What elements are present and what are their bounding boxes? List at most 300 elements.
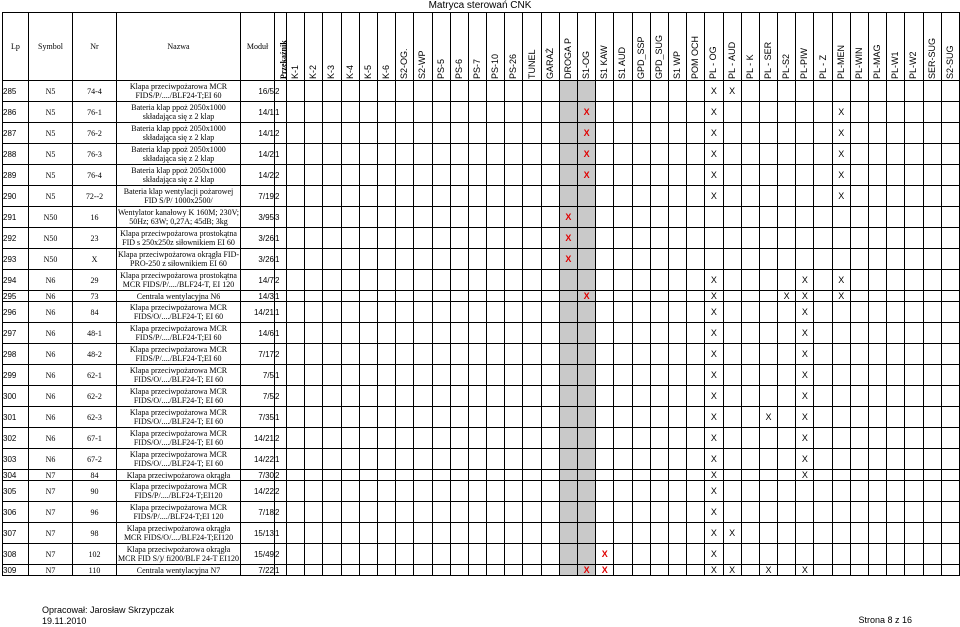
cell-sym: N5 xyxy=(29,186,73,207)
matrix-cell xyxy=(523,249,541,270)
matrix-cell xyxy=(450,102,468,123)
matrix-cell xyxy=(650,207,668,228)
matrix-cell xyxy=(541,502,559,523)
matrix-cell xyxy=(923,323,941,344)
matrix-cell xyxy=(414,323,432,344)
matrix-cell xyxy=(450,165,468,186)
matrix-cell xyxy=(468,502,486,523)
matrix-cell xyxy=(941,481,959,502)
matrix-cell xyxy=(505,544,523,565)
matrix-cell xyxy=(541,123,559,144)
header-przekaznik: Przekaźnik xyxy=(275,13,287,81)
matrix-cell xyxy=(705,207,723,228)
matrix-cell: X xyxy=(705,544,723,565)
header-column-0 xyxy=(287,13,305,81)
matrix-cell xyxy=(668,502,686,523)
matrix-cell xyxy=(778,365,796,386)
matrix-cell xyxy=(414,123,432,144)
cell-nr: 62-1 xyxy=(73,365,117,386)
matrix-cell xyxy=(323,102,341,123)
matrix-cell xyxy=(523,302,541,323)
matrix-cell xyxy=(505,249,523,270)
matrix-cell xyxy=(450,344,468,365)
header-column-9 xyxy=(450,13,468,81)
matrix-cell xyxy=(741,344,759,365)
matrix-cell xyxy=(759,81,777,102)
matrix-cell xyxy=(305,523,323,544)
matrix-cell xyxy=(523,144,541,165)
matrix-cell xyxy=(687,323,705,344)
matrix-cell xyxy=(905,523,923,544)
matrix-cell: X xyxy=(559,249,577,270)
matrix-cell xyxy=(305,544,323,565)
matrix-cell xyxy=(432,165,450,186)
matrix-cell xyxy=(414,302,432,323)
matrix-cell xyxy=(741,207,759,228)
header-column-30 xyxy=(832,13,850,81)
matrix-cell xyxy=(487,165,505,186)
matrix-cell xyxy=(505,565,523,576)
matrix-cell xyxy=(668,291,686,302)
matrix-cell xyxy=(632,291,650,302)
header-column-6 xyxy=(396,13,414,81)
matrix-cell xyxy=(505,386,523,407)
matrix-cell xyxy=(923,207,941,228)
matrix-cell xyxy=(614,323,632,344)
cell-naz: Bateria klap wentylacji pożarowej FID S/P/ 1000x2500/ xyxy=(117,186,241,207)
matrix-cell xyxy=(359,144,377,165)
matrix-cell xyxy=(359,186,377,207)
header-column-label: PL - Z xyxy=(817,54,828,79)
matrix-cell xyxy=(432,302,450,323)
matrix-cell xyxy=(905,470,923,481)
header-column-14 xyxy=(541,13,559,81)
header-column-label: PL - K xyxy=(744,53,755,79)
matrix-cell xyxy=(559,386,577,407)
matrix-cell xyxy=(887,407,905,428)
matrix-cell xyxy=(941,470,959,481)
matrix-cell xyxy=(923,481,941,502)
matrix-cell xyxy=(432,428,450,449)
matrix-cell xyxy=(523,323,541,344)
matrix-cell xyxy=(778,323,796,344)
matrix-cell xyxy=(323,502,341,523)
matrix-cell xyxy=(687,365,705,386)
matrix-cell xyxy=(305,165,323,186)
cell-lp: 296 xyxy=(3,302,29,323)
matrix-cell xyxy=(596,449,614,470)
matrix-cell xyxy=(487,323,505,344)
header-column-5 xyxy=(377,13,395,81)
matrix-cell xyxy=(869,449,887,470)
cell-mod: 14/3 xyxy=(241,291,275,302)
matrix-cell xyxy=(687,228,705,249)
cell-sym: N6 xyxy=(29,291,73,302)
matrix-cell xyxy=(287,502,305,523)
matrix-cell xyxy=(687,428,705,449)
matrix-cell xyxy=(632,270,650,291)
cell-mod: 16/5 xyxy=(241,81,275,102)
matrix-cell xyxy=(650,449,668,470)
matrix-cell xyxy=(778,102,796,123)
matrix-cell xyxy=(723,228,741,249)
matrix-cell xyxy=(432,365,450,386)
cell-prz: 2 xyxy=(275,544,287,565)
matrix-cell xyxy=(814,386,832,407)
matrix-cell xyxy=(850,386,868,407)
cell-mod: 7/5 xyxy=(241,365,275,386)
matrix-cell xyxy=(905,270,923,291)
cell-sym: N5 xyxy=(29,81,73,102)
matrix-cell xyxy=(359,207,377,228)
matrix-cell xyxy=(559,565,577,576)
cell-naz: Klapa przeciwpożarowa MCR FIDS/P/..../BLF24-T;EI120 xyxy=(117,481,241,502)
matrix-cell xyxy=(650,302,668,323)
matrix-cell xyxy=(432,523,450,544)
matrix-cell xyxy=(869,470,887,481)
matrix-cell xyxy=(450,428,468,449)
header-column-label: PL-W2 xyxy=(908,50,919,79)
matrix-cell xyxy=(450,470,468,481)
matrix-cell xyxy=(505,502,523,523)
matrix-cell xyxy=(359,386,377,407)
matrix-cell xyxy=(759,386,777,407)
matrix-cell xyxy=(468,344,486,365)
matrix-cell xyxy=(450,291,468,302)
matrix-cell xyxy=(759,449,777,470)
matrix-cell xyxy=(450,81,468,102)
matrix-cell xyxy=(396,302,414,323)
matrix-cell xyxy=(523,502,541,523)
matrix-cell xyxy=(941,249,959,270)
matrix-cell xyxy=(359,428,377,449)
matrix-cell xyxy=(468,449,486,470)
matrix-cell xyxy=(941,344,959,365)
matrix-cell xyxy=(432,344,450,365)
matrix-cell xyxy=(559,544,577,565)
matrix-cell xyxy=(723,365,741,386)
matrix-cell xyxy=(941,407,959,428)
matrix-cell xyxy=(487,428,505,449)
matrix-cell xyxy=(687,291,705,302)
matrix-cell xyxy=(287,102,305,123)
cell-prz: 2 xyxy=(275,270,287,291)
matrix-cell xyxy=(741,386,759,407)
matrix-cell xyxy=(323,302,341,323)
matrix-cell xyxy=(468,249,486,270)
matrix-cell: X xyxy=(832,165,850,186)
matrix-cell xyxy=(341,523,359,544)
matrix-cell xyxy=(432,470,450,481)
matrix-cell xyxy=(450,207,468,228)
matrix-cell xyxy=(887,523,905,544)
matrix-cell xyxy=(759,323,777,344)
matrix-cell xyxy=(341,228,359,249)
matrix-cell xyxy=(377,386,395,407)
matrix-cell xyxy=(287,123,305,144)
matrix-cell xyxy=(523,565,541,576)
matrix-cell xyxy=(687,470,705,481)
cell-naz: Centrala wentylacyjna N6 xyxy=(117,291,241,302)
cell-sym: N7 xyxy=(29,481,73,502)
matrix-cell xyxy=(668,407,686,428)
cell-mod: 14/2 xyxy=(241,165,275,186)
matrix-cell xyxy=(832,428,850,449)
matrix-cell xyxy=(505,102,523,123)
header-column-18 xyxy=(614,13,632,81)
matrix-cell xyxy=(432,291,450,302)
matrix-cell xyxy=(941,165,959,186)
matrix-cell xyxy=(778,565,796,576)
cell-nr: 48-2 xyxy=(73,344,117,365)
cell-lp: 303 xyxy=(3,449,29,470)
matrix-cell xyxy=(869,144,887,165)
matrix-cell xyxy=(541,407,559,428)
matrix-cell xyxy=(687,102,705,123)
matrix-cell xyxy=(905,186,923,207)
header-column-28 xyxy=(796,13,814,81)
matrix-cell xyxy=(432,123,450,144)
matrix-cell xyxy=(668,81,686,102)
matrix-cell xyxy=(923,386,941,407)
matrix-cell xyxy=(523,102,541,123)
cell-naz: Klapa przeciwpożarowa MCR FIDS/P/..../BLF24-T;EI 60 xyxy=(117,323,241,344)
matrix-cell xyxy=(668,102,686,123)
cell-sym: N6 xyxy=(29,365,73,386)
matrix-cell xyxy=(578,470,596,481)
matrix-cell xyxy=(869,481,887,502)
header-symbol: Symbol xyxy=(29,13,73,81)
matrix-cell xyxy=(559,323,577,344)
matrix-cell xyxy=(377,323,395,344)
header-column-label: GPD_SSP xyxy=(635,35,646,79)
matrix-cell xyxy=(723,144,741,165)
matrix-cell xyxy=(377,470,395,481)
cell-lp: 309 xyxy=(3,565,29,576)
matrix-cell xyxy=(869,270,887,291)
matrix-cell xyxy=(596,386,614,407)
cell-sym: N6 xyxy=(29,344,73,365)
matrix-cell xyxy=(359,407,377,428)
matrix-cell xyxy=(596,323,614,344)
matrix-cell xyxy=(414,544,432,565)
header-column-label: K-4 xyxy=(344,64,355,79)
matrix-cell xyxy=(850,344,868,365)
matrix-cell xyxy=(359,102,377,123)
matrix-cell xyxy=(541,470,559,481)
matrix-cell xyxy=(741,270,759,291)
matrix-cell xyxy=(596,302,614,323)
matrix-cell xyxy=(650,270,668,291)
matrix-cell: X xyxy=(796,428,814,449)
cell-naz: Klapa przeciwpożarowa MCR FIDS/O/..../BLF24-T; EI 60 xyxy=(117,302,241,323)
matrix-cell xyxy=(323,207,341,228)
matrix-cell xyxy=(869,102,887,123)
table-row xyxy=(3,291,960,302)
matrix-cell xyxy=(887,207,905,228)
matrix-cell xyxy=(341,249,359,270)
header-nazwa: Nazwa xyxy=(117,13,241,81)
header-column-label: PS-7 xyxy=(471,58,482,79)
matrix-cell xyxy=(377,207,395,228)
matrix-cell xyxy=(923,565,941,576)
matrix-cell xyxy=(523,270,541,291)
matrix-cell xyxy=(414,249,432,270)
cell-lp: 297 xyxy=(3,323,29,344)
matrix-cell xyxy=(323,144,341,165)
matrix-cell xyxy=(850,102,868,123)
matrix-cell xyxy=(778,302,796,323)
matrix-cell xyxy=(668,481,686,502)
matrix-cell xyxy=(487,270,505,291)
matrix-cell xyxy=(850,407,868,428)
matrix-cell xyxy=(905,407,923,428)
cell-nr: 67-1 xyxy=(73,428,117,449)
matrix-cell xyxy=(559,102,577,123)
matrix-cell xyxy=(759,123,777,144)
matrix-cell xyxy=(559,302,577,323)
matrix-cell xyxy=(541,228,559,249)
matrix-cell xyxy=(850,323,868,344)
header-column-7 xyxy=(414,13,432,81)
cell-lp: 288 xyxy=(3,144,29,165)
cell-prz: 2 xyxy=(275,470,287,481)
matrix-cell xyxy=(869,428,887,449)
matrix-cell xyxy=(632,544,650,565)
matrix-cell xyxy=(523,344,541,365)
matrix-cell xyxy=(396,186,414,207)
matrix-cell xyxy=(341,165,359,186)
cell-nr: 84 xyxy=(73,302,117,323)
matrix-cell xyxy=(487,449,505,470)
matrix-cell xyxy=(741,502,759,523)
matrix-cell xyxy=(687,165,705,186)
header-column-label: S2-OG. xyxy=(399,47,410,79)
matrix-cell xyxy=(814,123,832,144)
matrix-cell xyxy=(450,302,468,323)
cell-sym: N50 xyxy=(29,228,73,249)
matrix-cell xyxy=(869,123,887,144)
matrix-cell: X xyxy=(705,470,723,481)
matrix-cell xyxy=(596,144,614,165)
matrix-cell xyxy=(687,144,705,165)
matrix-cell xyxy=(941,544,959,565)
matrix-cell xyxy=(487,470,505,481)
matrix-cell xyxy=(850,270,868,291)
cell-naz: Klapa przeciwpożarowa prostokątna FID s 250x250z siłownikiem EI 60 xyxy=(117,228,241,249)
header-column-4 xyxy=(359,13,377,81)
matrix-cell xyxy=(505,428,523,449)
matrix-cell xyxy=(505,81,523,102)
matrix-cell xyxy=(487,228,505,249)
matrix-cell xyxy=(505,470,523,481)
matrix-cell xyxy=(559,428,577,449)
matrix-cell xyxy=(941,428,959,449)
matrix-cell xyxy=(559,502,577,523)
table-row xyxy=(3,344,960,365)
matrix-cell xyxy=(723,270,741,291)
cell-sym: N6 xyxy=(29,407,73,428)
matrix-cell xyxy=(596,186,614,207)
header-column-1 xyxy=(305,13,323,81)
matrix-cell xyxy=(523,291,541,302)
matrix-cell xyxy=(614,144,632,165)
matrix-cell xyxy=(396,386,414,407)
cell-lp: 291 xyxy=(3,207,29,228)
matrix-cell: X xyxy=(723,81,741,102)
header-column-label: TUNEL xyxy=(526,48,537,79)
matrix-cell xyxy=(341,123,359,144)
cell-lp: 293 xyxy=(3,249,29,270)
matrix-cell xyxy=(905,565,923,576)
matrix-cell xyxy=(941,386,959,407)
matrix-cell xyxy=(705,249,723,270)
matrix-cell xyxy=(650,291,668,302)
matrix-cell xyxy=(432,249,450,270)
matrix-cell xyxy=(778,186,796,207)
matrix-cell xyxy=(578,523,596,544)
matrix-cell xyxy=(468,102,486,123)
matrix-cell xyxy=(723,428,741,449)
matrix-cell xyxy=(778,523,796,544)
matrix-cell xyxy=(632,144,650,165)
matrix-cell xyxy=(596,228,614,249)
matrix-cell xyxy=(850,523,868,544)
matrix-cell xyxy=(723,344,741,365)
matrix-cell xyxy=(305,407,323,428)
matrix-cell xyxy=(850,544,868,565)
matrix-cell xyxy=(869,81,887,102)
matrix-cell xyxy=(468,302,486,323)
cell-naz: Klapa przeciwpożarowa prostokątna MCR FIDS/P/..../BLF24-T, EI 120 xyxy=(117,270,241,291)
matrix-cell xyxy=(323,165,341,186)
cell-sym: N50 xyxy=(29,249,73,270)
header-column-8 xyxy=(432,13,450,81)
cell-mod: 15/49 xyxy=(241,544,275,565)
matrix-cell xyxy=(632,186,650,207)
matrix-cell xyxy=(450,323,468,344)
matrix-cell xyxy=(468,544,486,565)
matrix-cell xyxy=(887,81,905,102)
matrix-cell xyxy=(377,502,395,523)
matrix-cell xyxy=(559,165,577,186)
matrix-cell xyxy=(632,249,650,270)
matrix-cell xyxy=(541,323,559,344)
cell-lp: 294 xyxy=(3,270,29,291)
matrix-cell xyxy=(468,144,486,165)
matrix-cell xyxy=(323,249,341,270)
matrix-cell xyxy=(359,544,377,565)
matrix-cell xyxy=(578,323,596,344)
matrix-cell xyxy=(905,249,923,270)
matrix-cell xyxy=(578,449,596,470)
matrix-cell: X xyxy=(705,523,723,544)
matrix-cell xyxy=(687,502,705,523)
matrix-cell: X xyxy=(705,428,723,449)
cell-naz: Klapa przeciwpożarowa MCR FIDS/O/..../BLF24-T; EI 60 xyxy=(117,407,241,428)
matrix-cell xyxy=(596,270,614,291)
matrix-cell xyxy=(614,291,632,302)
matrix-cell: X xyxy=(796,365,814,386)
cell-sym: N7 xyxy=(29,565,73,576)
matrix-cell xyxy=(377,123,395,144)
matrix-cell xyxy=(468,481,486,502)
matrix-cell xyxy=(741,470,759,481)
matrix-cell xyxy=(850,165,868,186)
matrix-cell xyxy=(869,565,887,576)
table-row xyxy=(3,365,960,386)
matrix-cell xyxy=(396,81,414,102)
